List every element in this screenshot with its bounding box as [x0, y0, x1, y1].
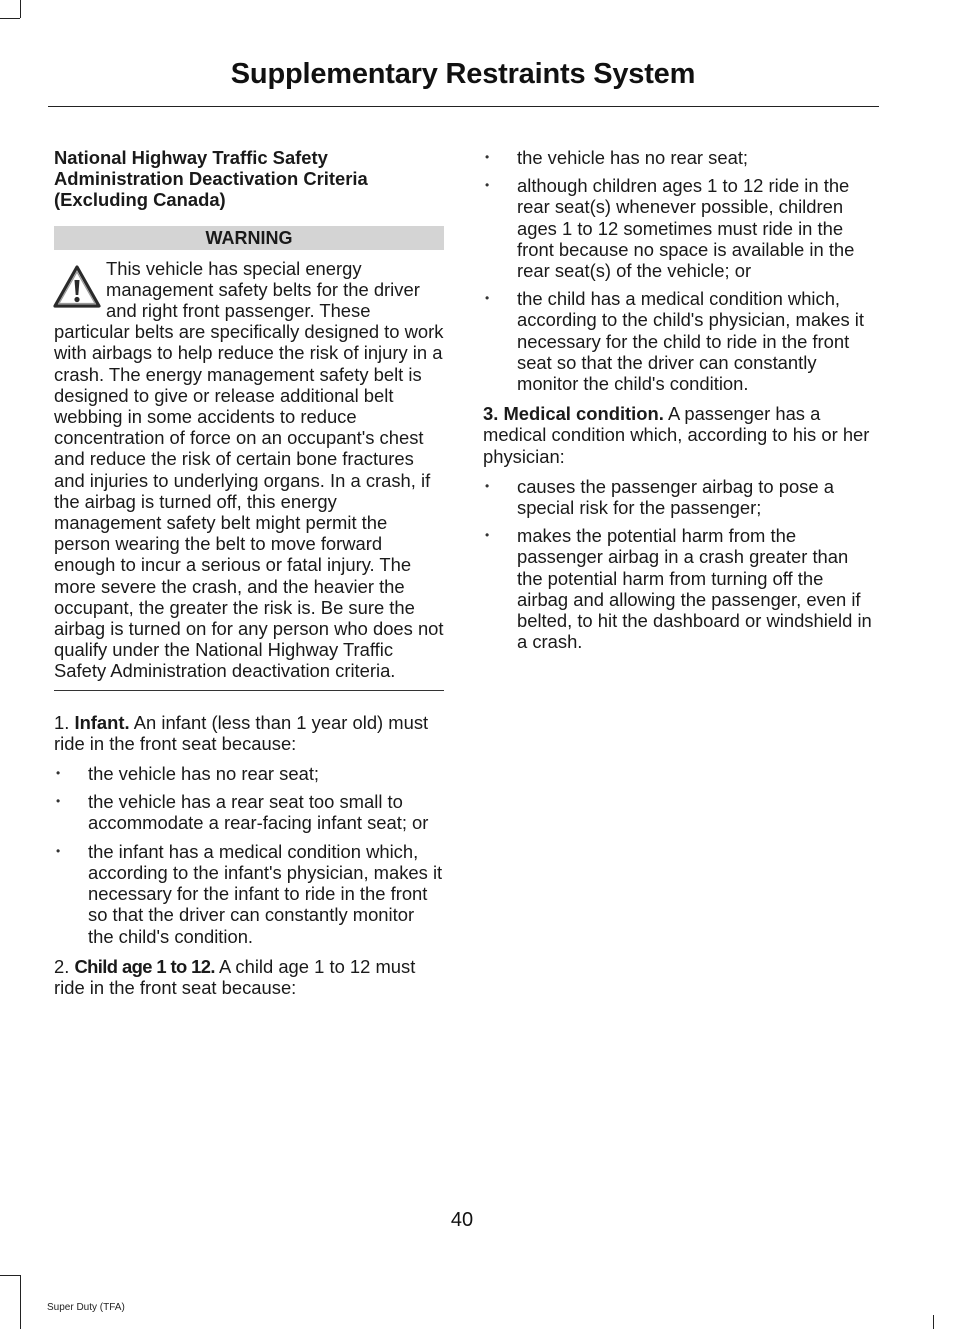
- crop-mark: [0, 18, 20, 19]
- title-divider: [48, 106, 879, 107]
- medical-paragraph: [483, 403, 873, 467]
- child-text: A child age 1 to 12 must ride in the front seat because:: [54, 955, 416, 998]
- page-number: 40: [450, 1209, 474, 1231]
- crop-mark: [0, 1275, 20, 1276]
- list-item: • the vehicle has no rear seat;: [54, 763, 444, 784]
- child-paragraph: [54, 956, 444, 998]
- child-number: 2.: [54, 955, 70, 977]
- medical-text: A passenger has a medical condition which, according to his or her physician:: [483, 403, 870, 467]
- crop-mark: [20, 1275, 21, 1329]
- infant-label: Infant.: [74, 711, 130, 733]
- list-item: • makes the potential harm from the passenger airbag in a crash greater than the potential harm from turning off the airbag and allowing the passenger, even if belted, to hit the dashboard or windshield in a crash.: [483, 525, 873, 652]
- list-item: • the vehicle has a rear seat too small to accommodate a rear-facing infant seat; or: [54, 791, 444, 833]
- crop-mark: [933, 1315, 934, 1329]
- list-item: • the infant has a medical condition which, according to the infant's physician, makes it necessary for the infant to ride in the front so that the driver can constantly monitor the child's condition.: [54, 841, 444, 947]
- right-column: [483, 147, 873, 661]
- infant-bullet-list: [54, 763, 444, 947]
- warning-label: WARNING: [54, 226, 444, 250]
- warning-text: This vehicle has special energy management safety belts for the driver and right front passenger. These particular belts are specifically designed to work with airbags to help reduce the risk of injury in a crash. The energy management safety belt is designed to give or release additional belt webbing in some accidents to reduce concentration of force on an occupant's chest and reduce the risk of certain bone fractures and injuries to underlying organs. In a crash, if the airbag is turned off, this energy management safety belt might permit the person wearing the belt to move forward enough to incur a serious or fatal injury. The more severe the crash, and the heavier the occupant, the greater the risk is. Be sure the airbag is turned on for any person who does not qualify under the National Highway Traffic Safety Administration deactivation criteria.: [54, 257, 444, 682]
- warning-divider: [54, 690, 444, 691]
- infant-paragraph: [54, 712, 444, 754]
- list-item: • causes the passenger airbag to pose a special risk for the passenger;: [483, 476, 873, 518]
- footer-text: Super Duty (TFA): [47, 1302, 125, 1313]
- warning-box: [54, 258, 444, 691]
- child-label: Child age 1 to 12.: [74, 955, 215, 977]
- infant-text: An infant (less than 1 year old) must ride in the front seat because:: [54, 711, 429, 754]
- left-column: [54, 147, 444, 1007]
- infant-number: 1.: [54, 711, 70, 733]
- medical-bullet-list: [483, 476, 873, 653]
- list-item: • the child has a medical condition which, according to the child's physician, makes it necessary for the child to ride in the front seat so that the driver can constantly monitor the child's condition.: [483, 288, 873, 394]
- medical-label: 3. Medical condition.: [483, 403, 664, 425]
- section-heading: National Highway Traffic Safety Administration Deactivation Criteria (Excluding Canada): [54, 147, 368, 211]
- crop-mark: [20, 0, 21, 18]
- child-bullet-list: [483, 147, 873, 394]
- list-item: • the vehicle has no rear seat;: [483, 147, 873, 168]
- list-item: • although children ages 1 to 12 ride in the rear seat(s) whenever possible, children ages 1 to 12 sometimes must ride in the front because no space is available in the rear seat(s) of the vehicle; or: [483, 175, 873, 281]
- page-title: Supplementary Restraints System: [230, 58, 696, 90]
- warning-triangle-icon: [52, 264, 102, 312]
